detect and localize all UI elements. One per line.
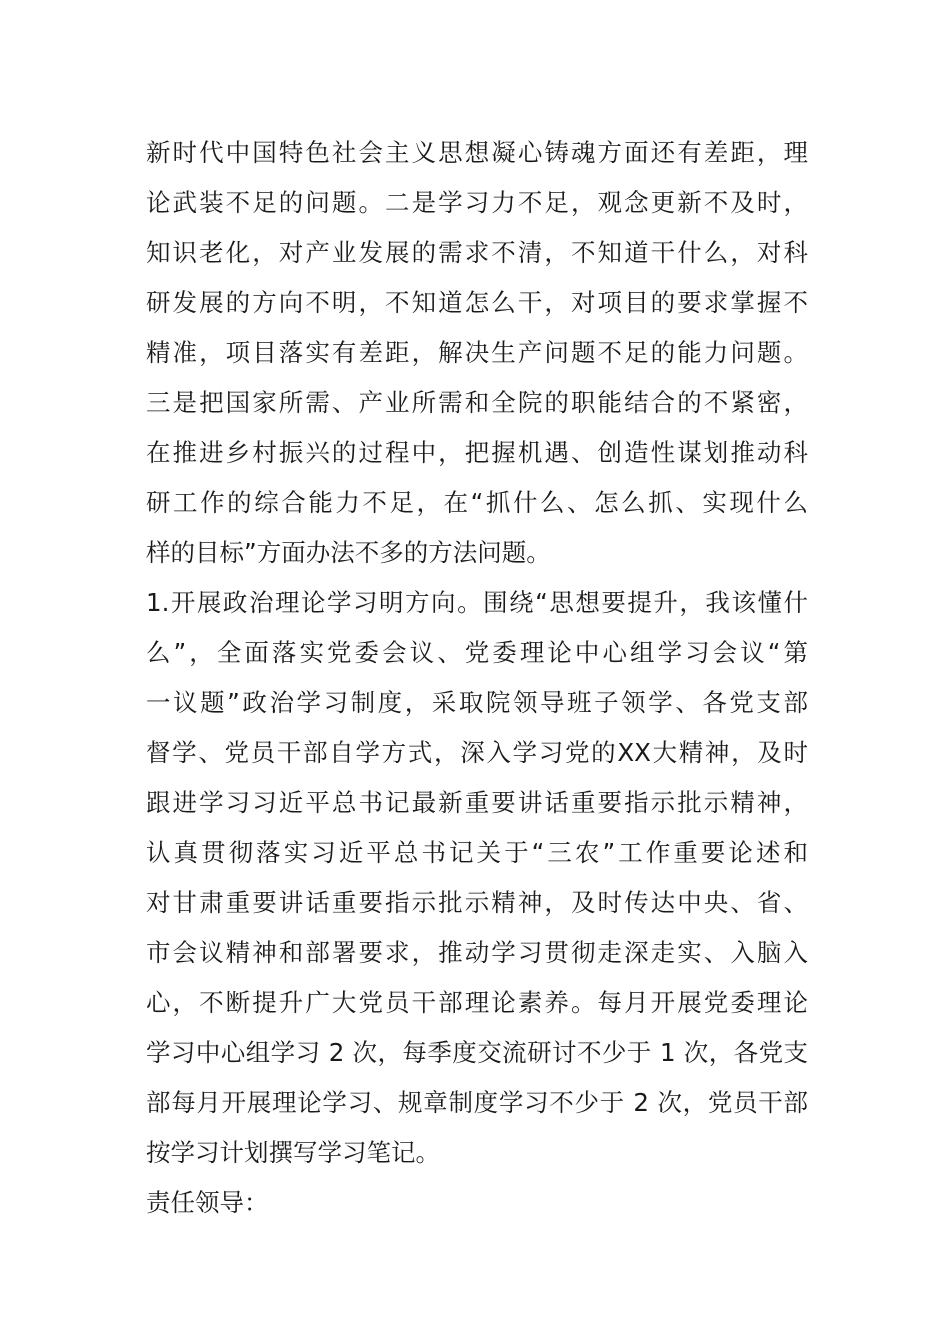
paragraph-1-line: 研发展的方向不明，不知道怎么干，对项目的要求掌握不 <box>146 288 808 317</box>
paragraph-1-line: 论武装不足的问题。二是学习力不足，观念更新不及时， <box>146 188 808 217</box>
paragraph-2-line: 市会议精神和部署要求，推动学习贯彻走深走实、入脑入 <box>146 938 808 967</box>
paragraph-2-line: 么”，全面落实党委会议、党委理论中心组学习会议“第 <box>146 638 808 667</box>
paragraph-2-line: 1.开展政治理论学习明方向。围绕“思想要提升，我该懂什 <box>146 588 808 617</box>
paragraph-2-line: 心，不断提升广大党员干部理论素养。每月开展党委理论 <box>146 988 808 1017</box>
paragraph-2-line: 按学习计划撰写学习笔记。 <box>146 1138 440 1167</box>
paragraph-2-line: 督学、党员干部自学方式，深入学习党的XX大精神，及时 <box>146 738 808 767</box>
paragraph-1-line: 三是把国家所需、产业所需和全院的职能结合的不紧密， <box>146 388 808 417</box>
paragraph-2-line: 跟进学习习近平总书记最新重要讲话重要指示批示精神， <box>146 788 808 817</box>
paragraph-1-line: 样的目标”方面办法不多的方法问题。 <box>146 538 551 567</box>
paragraph-2-line: 对甘肃重要讲话重要指示批示精神，及时传达中央、省、 <box>146 888 808 917</box>
paragraph-2-line: 一议题”政治学习制度，采取院领导班子领学、各党支部 <box>146 688 808 717</box>
paragraph-1-line: 在推进乡村振兴的过程中，把握机遇、创造性谋划推动科 <box>146 438 808 467</box>
paragraph-1-line: 知识老化，对产业发展的需求不清，不知道干什么，对科 <box>146 238 808 267</box>
paragraph-1-line: 研工作的综合能力不足，在“抓什么、怎么抓、实现什么 <box>146 488 808 517</box>
paragraph-1-line: 新时代中国特色社会主义思想凝心铸魂方面还有差距，理 <box>146 138 808 167</box>
paragraph-2-line: 认真贯彻落实习近平总书记关于“三农”工作重要论述和 <box>146 838 808 867</box>
paragraph-2-line: 部每月开展理论学习、规章制度学习不少于 2 次，党员干部 <box>146 1088 808 1117</box>
responsible-leader-label: 责任领导： <box>146 1188 269 1217</box>
paragraph-1-line: 精准，项目落实有差距，解决生产问题不足的能力问题。 <box>146 338 808 367</box>
paragraph-2-line: 学习中心组学习 2 次，每季度交流研讨不少于 1 次，各党支 <box>146 1038 808 1067</box>
